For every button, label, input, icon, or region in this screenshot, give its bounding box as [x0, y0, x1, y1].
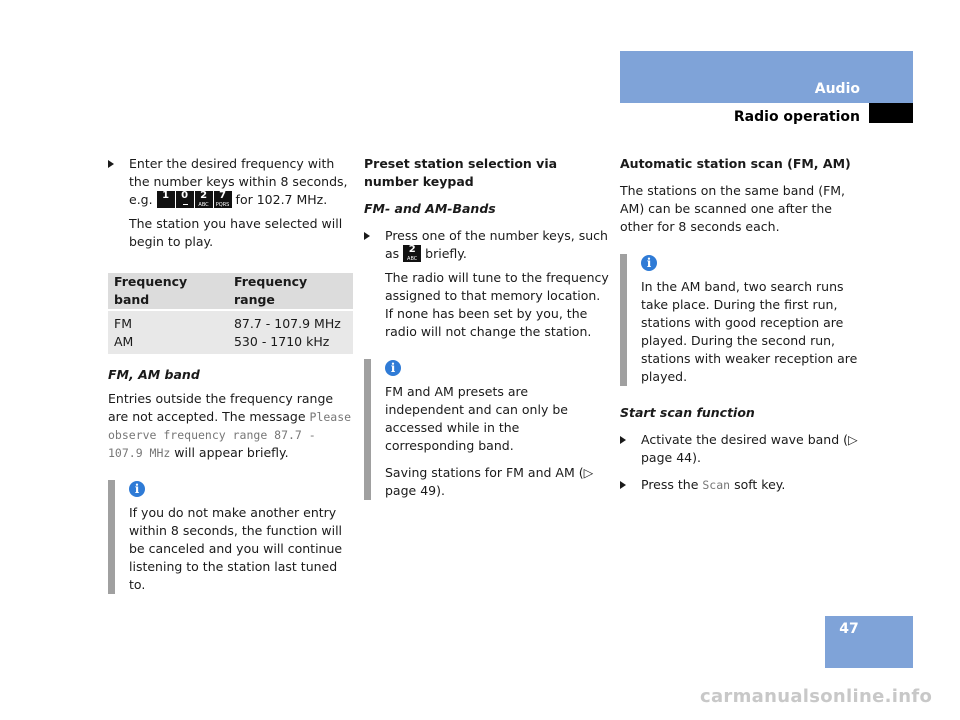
watermark: carmanualsonline.info [700, 686, 933, 707]
key-7-icon: 7 PQRS [214, 191, 232, 208]
start-scan-heading: Start scan function [620, 405, 755, 420]
fm-am-band-heading: FM, AM band [108, 367, 200, 382]
display-message: Please observe frequency range 87.7 - 107.9 MHz [108, 410, 352, 460]
info-icon: i [641, 255, 657, 271]
note-text: If you do not make another entry within 8 seconds, the function will be canceled and you will continue listening to the station last tuned to. [129, 505, 343, 592]
step-press-number-key: Press one of the number keys, such as 2 ABC briefly. [364, 227, 609, 263]
note-bar [620, 254, 627, 386]
note-text: FM and AM presets are independent and can only be accessed while in the corresponding band. [385, 384, 568, 453]
info-icon: i [385, 360, 401, 376]
step-activate-band: Activate the desired wave band (▷ page 44). [620, 431, 865, 467]
fm-am-paragraph: Entries outside the frequency range are not accepted. The message Please observe frequency range 87.7 - 107.9 MHz will appear briefly. [108, 391, 352, 460]
key-0-icon: 0 [176, 191, 194, 208]
scan-softkey-label: Scan [702, 478, 731, 492]
info-icon: i [129, 481, 145, 497]
key-1-icon: 1 [157, 191, 175, 208]
table-row [108, 310, 353, 354]
number-keys [157, 191, 232, 208]
column-3 [620, 155, 865, 494]
column-1 [108, 155, 353, 594]
section-title: Audio [814, 81, 860, 97]
frequency-table [108, 273, 353, 354]
subsection-title: Radio operation [733, 109, 860, 125]
note-text: In the AM band, two search runs take place. During the first run, stations with good reception are played. During the second run, stations with weaker reception are played. [641, 279, 858, 384]
bullet-arrow-icon [620, 436, 626, 444]
bullet-arrow-icon [364, 232, 370, 240]
page-number: 47 [839, 621, 859, 637]
header-band [620, 51, 913, 103]
note-text-reference: Saving stations for FM and AM (▷ page 49). [385, 465, 594, 498]
cell-range-am: 530 - 1710 kHz [233, 334, 330, 349]
cell-band-am: AM [114, 334, 134, 349]
info-note [620, 254, 865, 386]
table-header-range: Frequency range [228, 273, 353, 310]
step-result: The station you have selected will begin to play. [129, 216, 343, 249]
cell-band-fm: FM [114, 316, 132, 331]
note-bar [364, 359, 371, 500]
note-bar [108, 480, 115, 594]
column-2 [364, 155, 609, 500]
table-header-band: Frequency band [108, 273, 228, 310]
scan-intro: The stations on the same band (FM, AM) can be scanned one after the other for 8 seconds each. [620, 183, 846, 234]
bands-subheading: FM- and AM-Bands [364, 201, 496, 216]
step-suffix: for 102.7 MHz. [235, 192, 328, 207]
step-text: Enter the desired frequency with the number keys within 8 seconds, e.g. [129, 156, 348, 207]
preset-heading: Preset station selection via number keypad [364, 156, 558, 189]
bullet-arrow-icon [620, 481, 626, 489]
step-result: The radio will tune to the frequency assigned to that memory location. If none has been set by you, the radio will not change the station. [385, 270, 609, 339]
step-enter-frequency [108, 155, 353, 209]
header-tab-marker [869, 103, 913, 123]
key-2-icon: 2 ABC [195, 191, 213, 208]
step-press-scan: Press the Scan soft key. [620, 476, 865, 494]
cell-range-fm: 87.7 - 107.9 MHz [233, 316, 341, 331]
info-note [364, 359, 609, 500]
key-2-icon: 2 ABC [403, 245, 421, 262]
info-note [108, 480, 353, 594]
scan-heading: Automatic station scan (FM, AM) [620, 156, 851, 171]
bullet-arrow-icon [108, 160, 114, 168]
